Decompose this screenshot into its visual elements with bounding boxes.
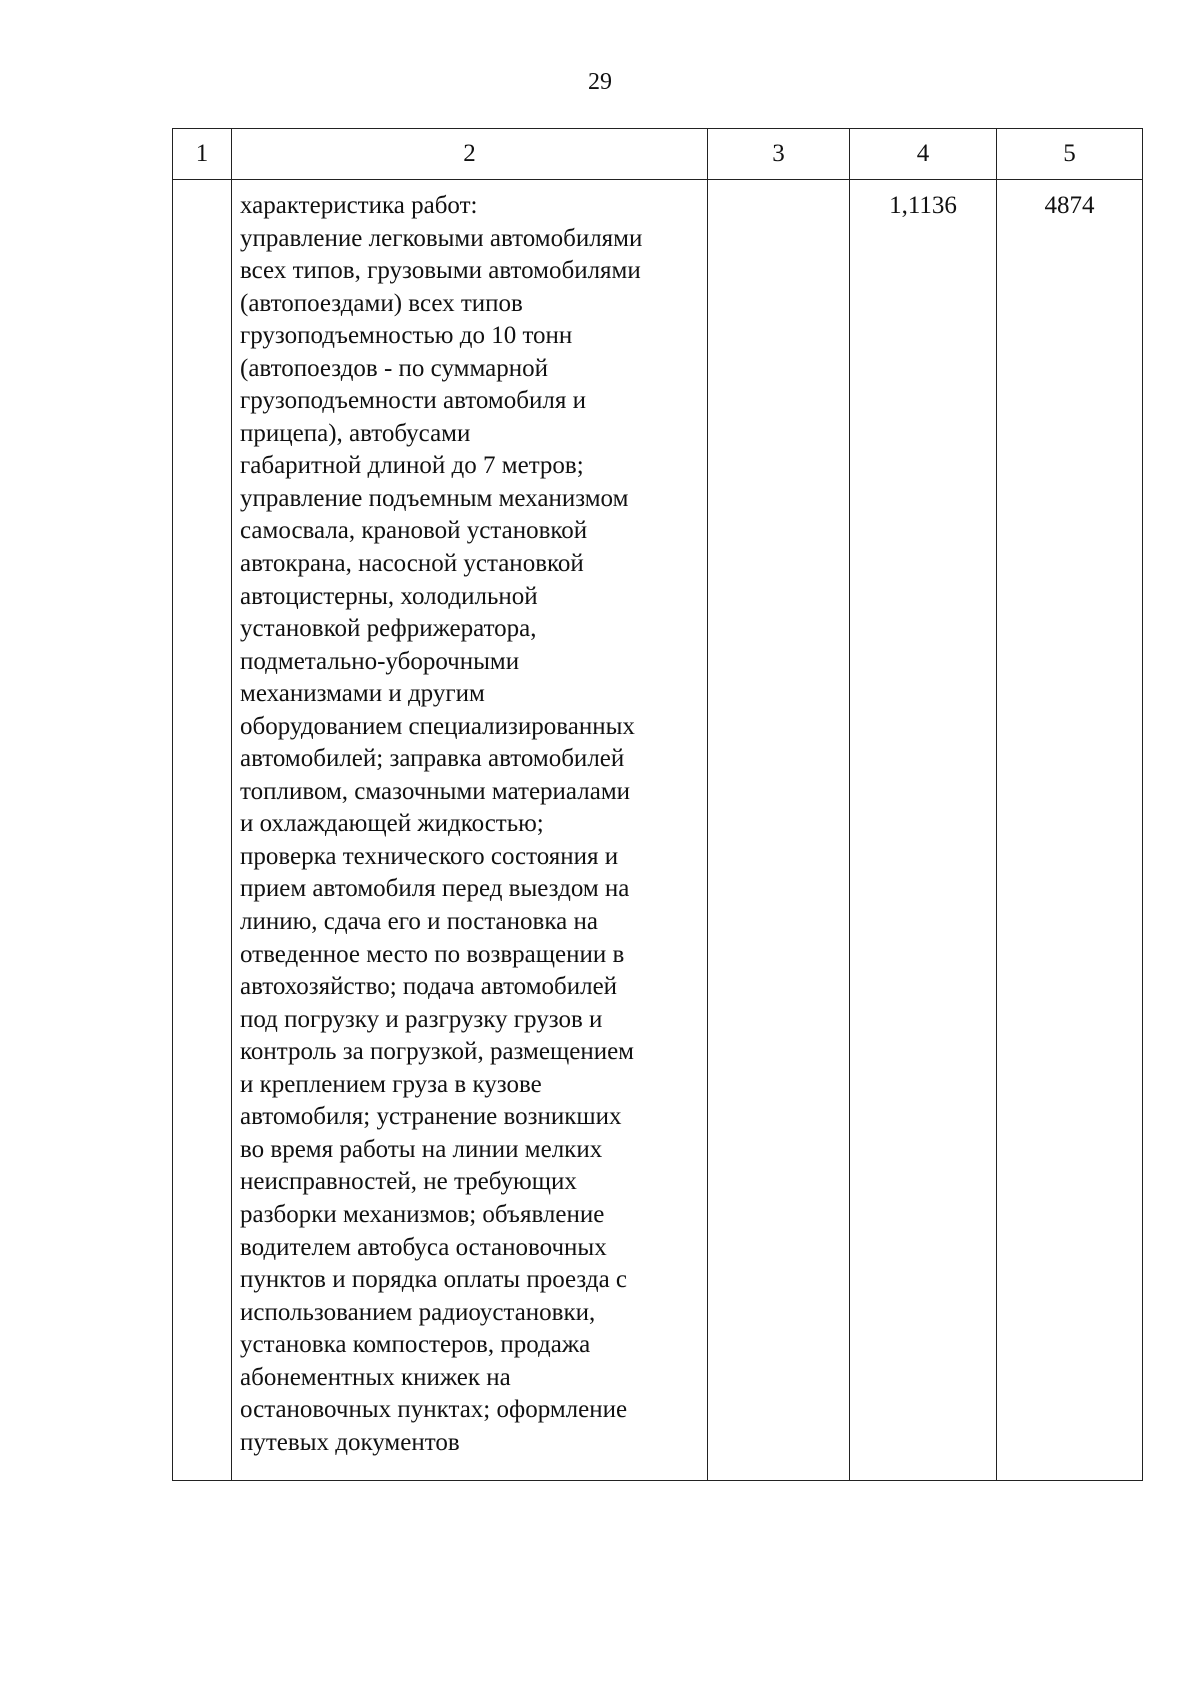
description-line: грузоподъемности автомобиля и — [240, 387, 586, 415]
document-table — [172, 128, 1143, 1481]
header-cell-2: 2 — [232, 129, 708, 180]
description-line: и креплением груза в кузове — [240, 1070, 542, 1098]
coefficient-cell: 1,1136 — [850, 180, 997, 1481]
table-header-row — [173, 129, 1143, 180]
description-line: путевых документов — [240, 1428, 460, 1456]
description-line: автокрана, насосной установкой — [240, 550, 584, 578]
header-cell-1: 1 — [173, 129, 232, 180]
page-number: 29 — [588, 69, 612, 95]
header-cell-4: 4 — [850, 129, 997, 180]
description-line: автомобиля; устранение возникших — [240, 1103, 622, 1131]
row-cell-3 — [708, 180, 850, 1481]
description-line: линию, сдача его и постановка на — [240, 908, 598, 936]
description-line: прицепа), автобусами — [240, 419, 471, 447]
description-line: отведенное место по возвращении в — [240, 940, 625, 968]
value-cell: 4874 — [997, 180, 1143, 1481]
description-line: водителем автобуса остановочных — [240, 1233, 607, 1261]
description-line: установкой рефрижератора, — [240, 615, 537, 643]
work-description-cell — [232, 180, 708, 1481]
description-line: грузоподъемностью до 10 тонн — [240, 322, 573, 350]
description-line: абонементных книжек на — [240, 1363, 511, 1391]
description-line: автоцистерны, холодильной — [240, 582, 538, 610]
description-line: прием автомобиля перед выездом на — [240, 875, 630, 903]
description-line: остановочных пунктах; оформление — [240, 1396, 628, 1424]
description-line: механизмами и другим — [240, 680, 485, 708]
description-line: управление легковыми автомобилями — [240, 224, 643, 252]
description-line: разборки механизмов; объявление — [240, 1200, 605, 1228]
description-line: самосвала, крановой установкой — [240, 517, 588, 545]
description-line: и охлаждающей жидкостью; — [240, 810, 544, 838]
row-cell-1 — [173, 180, 232, 1481]
description-line: (автопоездами) всех типов — [240, 289, 523, 317]
description-line: установка компостеров, продажа — [240, 1331, 591, 1359]
description-line: оборудованием специализированных — [240, 712, 635, 740]
description-line: проверка технического состояния и — [240, 842, 619, 870]
description-line: топливом, смазочными материалами — [240, 777, 631, 805]
description-line: (автопоездов - по суммарной — [240, 354, 548, 382]
description-line: автомобилей; заправка автомобилей — [240, 745, 625, 773]
description-line: управление подъемным механизмом — [240, 484, 629, 512]
table-row — [173, 180, 1143, 1481]
description-line: характеристика работ: — [240, 192, 478, 219]
description-line: контроль за погрузкой, размещением — [240, 1038, 634, 1066]
description-line: габаритной длиной до 7 метров; — [240, 452, 584, 480]
description-line: подметально-уборочными — [240, 647, 520, 675]
description-line: неисправностей, не требующих — [240, 1168, 577, 1196]
description-line: под погрузку и разгрузку грузов и — [240, 1005, 603, 1033]
work-description-text — [240, 190, 699, 1459]
description-line: автохозяйство; подача автомобилей — [240, 973, 618, 1001]
header-cell-3: 3 — [708, 129, 850, 180]
description-line: использованием радиоустановки, — [240, 1298, 596, 1326]
header-cell-5: 5 — [997, 129, 1143, 180]
description-line: всех типов, грузовыми автомобилями — [240, 257, 641, 285]
description-line: во время работы на линии мелких — [240, 1135, 603, 1163]
description-line: пунктов и порядка оплаты проезда с — [240, 1266, 628, 1294]
